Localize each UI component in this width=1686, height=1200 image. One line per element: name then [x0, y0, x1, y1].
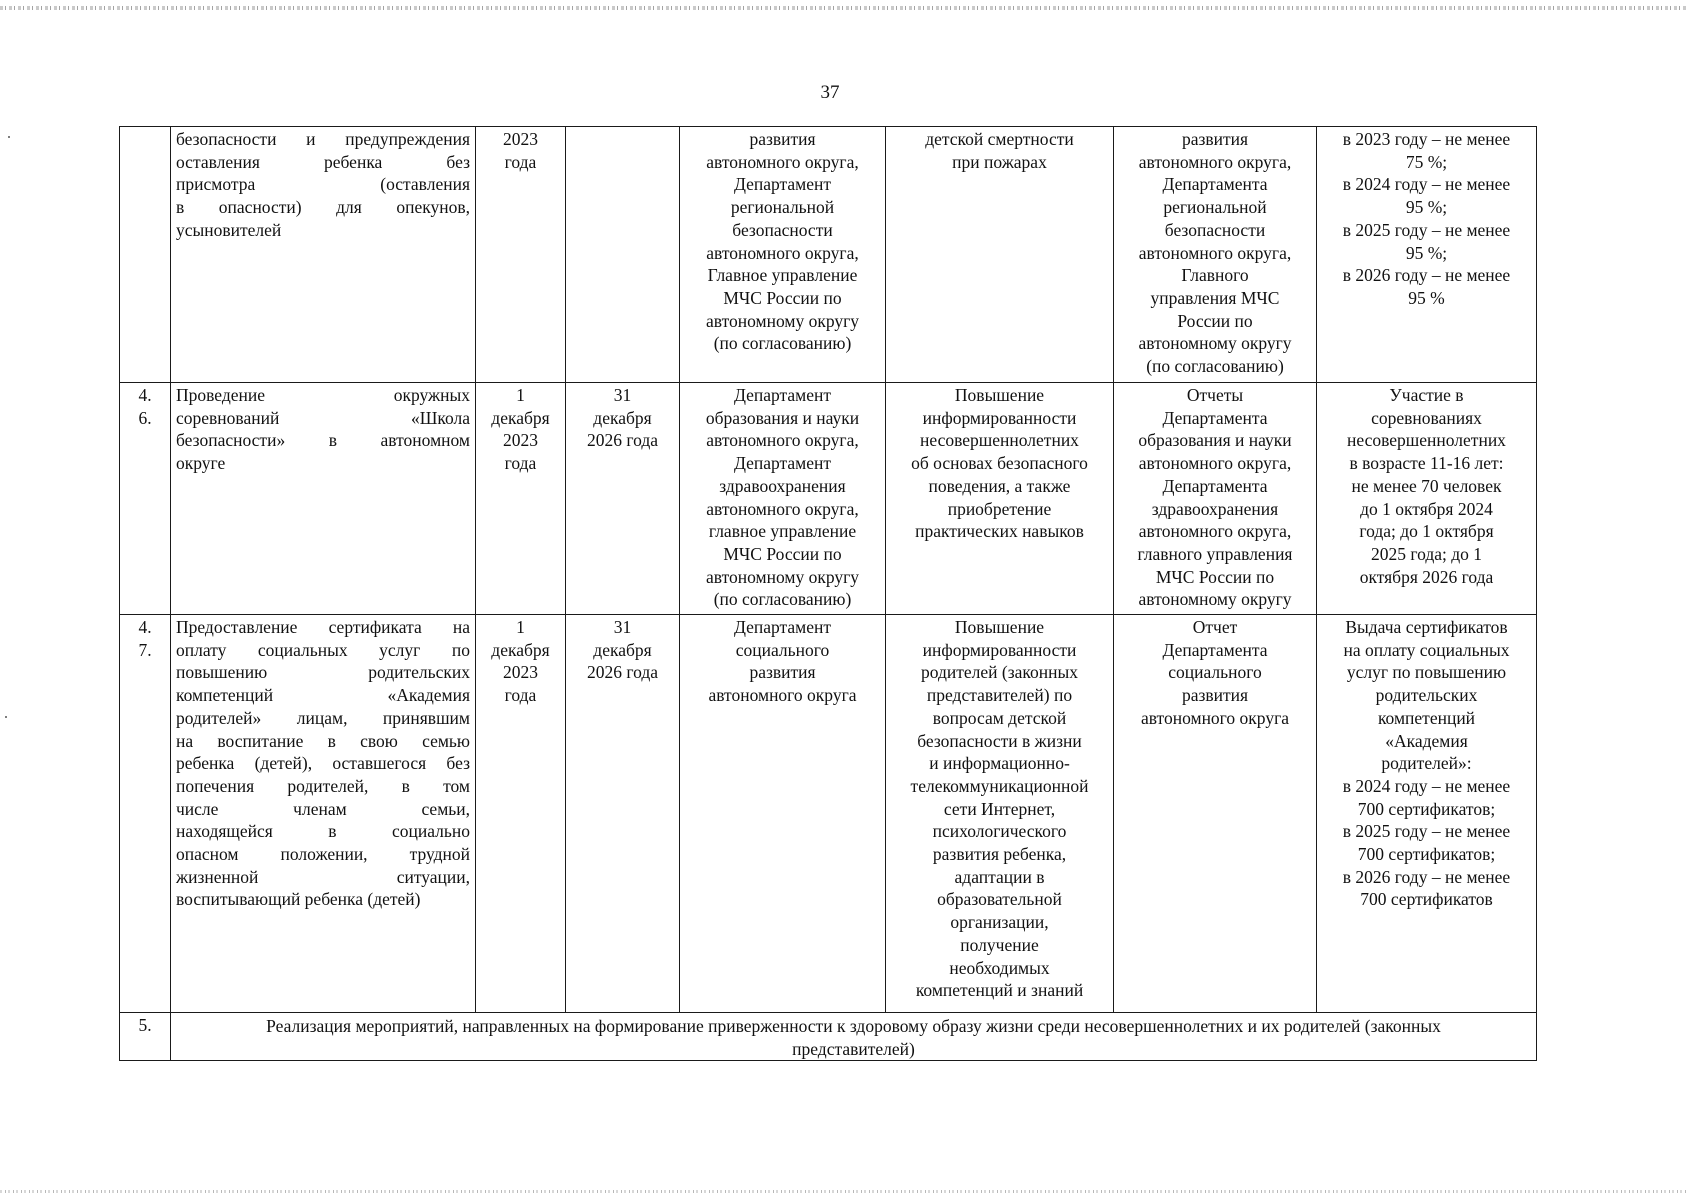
measure-name-line: числе членам семьи, — [176, 798, 470, 819]
table-row — [120, 383, 1537, 615]
scan-speck — [5, 716, 7, 718]
measure-name-line: попечения родителей, в том — [176, 775, 470, 796]
measure-name-line: на воспитание в свою семью — [176, 730, 470, 751]
page-number: 37 — [820, 82, 840, 103]
scan-edge-bottom — [0, 1190, 1686, 1193]
start-date: 1 декабря 2023 года — [476, 615, 566, 1013]
measure-name-line: родителей» лицам, принявшим — [176, 707, 470, 728]
end-date — [566, 127, 680, 383]
row-number: 4. 6. — [120, 383, 171, 615]
measure-name-line: находящейся в социально — [176, 821, 470, 842]
measure-name-line: в опасности) для опекунов, — [176, 197, 470, 218]
measure-name-line: Проведение окружных — [176, 385, 470, 405]
measure-name-line: Предоставление сертификата на — [176, 617, 470, 637]
report-form: развития автономного округа, Департамента региональной безопасности автономного округа, Главного управления МЧС России по автономному округу (по согласованию) — [1114, 127, 1317, 383]
end-date: 31 декабря 2026 года — [566, 615, 680, 1013]
measure-name — [171, 127, 476, 383]
executors: Департамент образования и науки автономного округа, Департамент здравоохранения автономного округа, главное управление МЧС России по автономному округу (по согласованию) — [680, 383, 886, 615]
measure-name-line: ребенка (детей), оставшегося без — [176, 753, 470, 774]
expected-result: детской смертности при пожарах — [886, 127, 1114, 383]
indicator: в 2023 году – не менее 75 %; в 2024 году – не менее 95 %; в 2025 году – не менее 95 %; в 2026 году – не менее 95 % — [1317, 127, 1537, 383]
measure-name — [171, 383, 476, 615]
table-row — [120, 615, 1537, 1013]
section-title: Реализация мероприятий, направленных на формирование приверженности к здоровому образу жизни среди несовершеннолетних и их родителей (законных представителей) — [171, 1013, 1537, 1061]
measure-name-line: усыновителей — [176, 219, 282, 240]
measure-name — [171, 615, 476, 1013]
measure-name-line: воспитывающий ребенка (детей) — [176, 889, 421, 910]
report-form: Отчеты Департамента образования и науки автономного округа, Департамента здравоохранения автономного округа, главного управления МЧС России по автономному округу — [1114, 383, 1317, 615]
executors: развития автономного округа, Департамент региональной безопасности автономного округа, Главное управление МЧС России по автономному округу (по согласованию) — [680, 127, 886, 383]
start-date: 2023 года — [476, 127, 566, 383]
measure-name-line: жизненной ситуации, — [176, 866, 470, 887]
measures-table — [119, 126, 1537, 1061]
measure-name-line: соревнований «Школа — [176, 407, 470, 428]
measure-name-line: оставления ребенка без — [176, 151, 470, 172]
scan-edge-top — [0, 6, 1686, 10]
row-number — [120, 127, 171, 383]
start-date: 1 декабря 2023 года — [476, 383, 566, 615]
report-form: Отчет Департамента социального развития автономного округа — [1114, 615, 1317, 1013]
scan-speck — [8, 136, 10, 138]
measure-name-line: безопасности и предупреждения — [176, 129, 470, 149]
expected-result: Повышение информированности несовершеннолетних об основах безопасного поведения, а также приобретение практических навыков — [886, 383, 1114, 615]
measure-name-line: присмотра (оставления — [176, 174, 470, 195]
table-row — [120, 127, 1537, 383]
measure-name-line: безопасности» в автономном — [176, 430, 470, 451]
executors: Департамент социального развития автономного округа — [680, 615, 886, 1013]
end-date: 31 декабря 2026 года — [566, 383, 680, 615]
section-row — [120, 1013, 1537, 1061]
indicator: Выдача сертификатов на оплату социальных услуг по повышению родительских компетенций «Академия родителей»: в 2024 году – не менее 700 сертификатов; в 2025 году – не менее 700 сертификатов; в 2026 году – не менее 700 сертификатов — [1317, 615, 1537, 1013]
measure-name-line: повышению родительских — [176, 662, 470, 683]
measure-name-line: оплату социальных услуг по — [176, 639, 470, 660]
indicator: Участие в соревнованиях несовершеннолетних в возрасте 11-16 лет: не менее 70 человек до 1 октября 2024 года; до 1 октября 2025 года; до 1 октября 2026 года — [1317, 383, 1537, 615]
row-number: 4. 7. — [120, 615, 171, 1013]
measure-name-line: округе — [176, 453, 226, 474]
measure-name-line: опасном положении, трудной — [176, 844, 470, 865]
measure-name-line: компетенций «Академия — [176, 685, 470, 706]
expected-result: Повышение информированности родителей (законных представителей) по вопросам детской безопасности в жизни и информационно- телекоммуникационной сети Интернет, психологического развития ребенка, адаптации в образовательной организации, получение необходимых компетенций и знаний — [886, 615, 1114, 1013]
section-number: 5. — [120, 1013, 171, 1061]
